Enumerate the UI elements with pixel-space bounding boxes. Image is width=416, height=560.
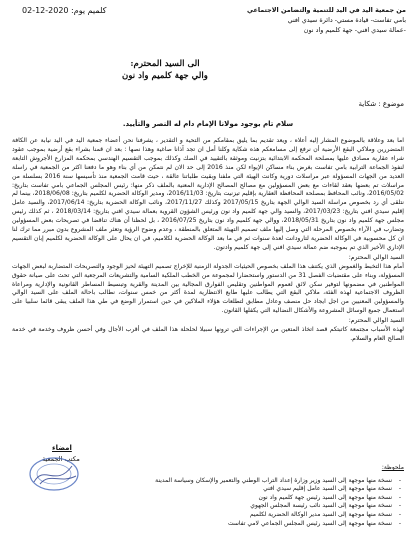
header-line-3: -عمالة سيدي افني- جهة كلميم واد نون: [303, 26, 406, 34]
subject-line: موضوع : شكاية: [358, 100, 404, 108]
greeting-line: سلام تام بوجود مولانا الإمام دام له النصر والتأييد.: [122, 120, 294, 128]
body-paragraph-3: لهذه الأسباب مجتمعة كاتبتكم قصد اتخاذ المتعين من الإجراءات التي ترونها سبيلا لحلحلة هذا الملف في أقرب الأجال وفي أحسن ظروف وخدمة في خدمة الصالح العام والسلام.: [12, 326, 404, 342]
notes-item: - نسخة منها موجهة إلى السيد وزير وزارة إعداد التراب الوطني والتعمير والإسكان وسياسة المدينة: [4, 477, 392, 486]
salutation-3: السيد الوالي المحترم:: [348, 317, 404, 325]
header-line-2: بامي تفاست- قيادة مستي- دائرة سيدي افني: [287, 16, 406, 24]
body-paragraph-1: اما بعد وعلاقة بالموضوع المشار إليه أعلاه ، ويعد تقديم بما يليق بمقامكم من التحية و التقدير ، يشرفنا نحن أعضاء جمعية اليد في اليد نيابة عن الكافة المتضررين وملاكي البقع الأرضية أن نرفع إلى مسامعكم هذه شكاية وكلنا أمل ان تجد آذانا صاغية وهذا نصها : بعد ان قمنا بشراء بقع أرضية بموجب عقود شراء عقارية مصادق عليها بمصلحة المحكمة الابتدائية بتزنيت وموثقة بالتقييد في الصك وكذلك بموجب التقسيم الهندسي بمحكمة المزارع الأجروش التابعة لنفوذ الجماعة الترابية بامي تفاست بغرض بناء مساكن الإيواء لكن منذ 2016 إلى حد الان لم نتمكن من أي بناء وهو ما دفعنا اكثر من الجمعية في راسلة العديد من الجهات المسؤولة عبر مراسلات دورية وكانت الهيئة التي ملفنا وبقيت طلباتنا عالقة ، حيث قامت الجمعية منذ تأسيسها سنة 2016 بسلسلة من مراسلات تم بعضها بعقد لقاءات مع بعض المسؤولين مع مصالح المصالح الإدارية المعنية بالملف ذكر منها: رئيس المجلس الجماعي بامي تفاست بتاريخ: 2016/05/02، ونائب المحافظ بمصلحة المحافظة العقارية بإقليم تيزنيت بتاريخ: 2016/11/03، ومدير الوكالة الحضرية لكلميم بتاريخ: 2018/06/08، بينما لم نتلقى أي رد بخصوص مراسلة السيد الوالي الجهة بتاريخ 2017/05/15 وكذلك 2017/11/27، ونائب الوكالة الحضرية بتاريخ: 2017/06/14، والسيد عامل إقليم سيدي افني بتاريخ: 2017/03/23، والسيد والي جهة كلميم واد نون ورئيس الشؤون القروية بعمالة سيدي افني بتاريخ: 2018/03/14 ، ثم كذلك رئيس مجلس جهة كلميم واد نون بتاريخ 2018/05/31، ووالي جهة كلميم واد نون بتاريخ 2016/07/25 ، بل لحظنا أن هناك تناقضا في تصريحات بعض المسؤولين وتضارب في الآراء بخصوص المرحلة التي وصل إليها ملف تصميم التهيئة المتعلق بالمنطقة ، وعدم وضوح الرؤية وتعثر ملف المشروع بدون مبرر مما ترك لنا ان كل محسوبية في الوكالة الحضرية لتارودانت لعدة سنوات ثم في ما بعد الوكالة الحضرية لكلاميم، في ان يحال على الوكالة الحضرية لكلميم إبان التقسيم الإداري الأخير الذي تم بموجبه ضم عمالة سيدي افني إلى جهة كلميم وادنون.: [12, 137, 404, 251]
letter-date: كلميم يوم: 2020-12-02: [22, 6, 107, 15]
notes-item: - نسخة منها موجهة إلى السيد رئيس جهة كلميم واد نون: [4, 494, 392, 503]
notes-item: - نسخة منها موجهة إلى السيد مدير الوكالة الحضرية لكلميم: [4, 511, 392, 520]
recipient-line-2: والي جهة كلميم واد نون: [122, 71, 208, 81]
body-paragraph-2: أمام هذا التخبط والغموض الذي يكتنف هذا الملف بخصوص الحيثيات الجدولة الزمنية للإخراج تصميم التهيئة لحيز الوجود والتصريحات المتضاربة لبعض الجهات المسؤولة، وبناء على مقتضيات الفصل 31 من الدستور واستحضارا لمجموعة من الخطب الملكية السامية والتشريعات المرجعية التي تحث على صيانة حقوق المواطنين في مضمونها لتوفير سكن لائق لعموم المواطنين وتقليص الفوارق المجالية بين المدينة والقرية وتبسيط المساطر القانونية والإدارية ومراعاة الظروف الاجتماعية لهذه الفئة، ملاكي البقع التي يطالب عليها طابع الانتظارية لمدة أكثر من خمس سنوات، نطالب باحالة الملف على السيد الوالي والمسؤولين المعنيين من اجل ايجاد حل منصف وعادل مطابق لتطلعات هؤلاء الملاكين في حين استمرار الوضع في طي هذا الملف يبقى قائما سلبيا على استعمال جميع الوسائل المشروعة والأشكال النضالية التي يكفلها القانون.: [12, 262, 404, 315]
recipient-line-1: الى السيد المحترم:: [130, 59, 200, 69]
notes-title: ملحوظة:: [381, 464, 404, 471]
notes-section: [4, 464, 404, 528]
notes-item: - نسخة منها موجهة إلى السيد رئيس المجلس الجماعي لامي تفاست: [4, 520, 392, 529]
salutation-2: السيد الوالي المحترم:: [348, 253, 404, 261]
association-header: [246, 5, 406, 35]
signature-title: امضاء: [52, 444, 72, 452]
header-line-1: من جمعية اليد في اليد للتنمية والتضامن الاجتماعي: [247, 6, 406, 14]
notes-item: - نسخة منها موجهة إلى السيد عامل إقليم سيدي افني: [4, 485, 392, 494]
notes-list: [4, 477, 404, 529]
signature-role: مكتب الجمعية: [42, 455, 80, 463]
notes-item: - نسخة منها موجهة إلى السيد نائب رئيسة المجلس الجهوي: [4, 502, 392, 511]
letter-body: [12, 137, 404, 344]
recipient-block: [100, 58, 230, 82]
